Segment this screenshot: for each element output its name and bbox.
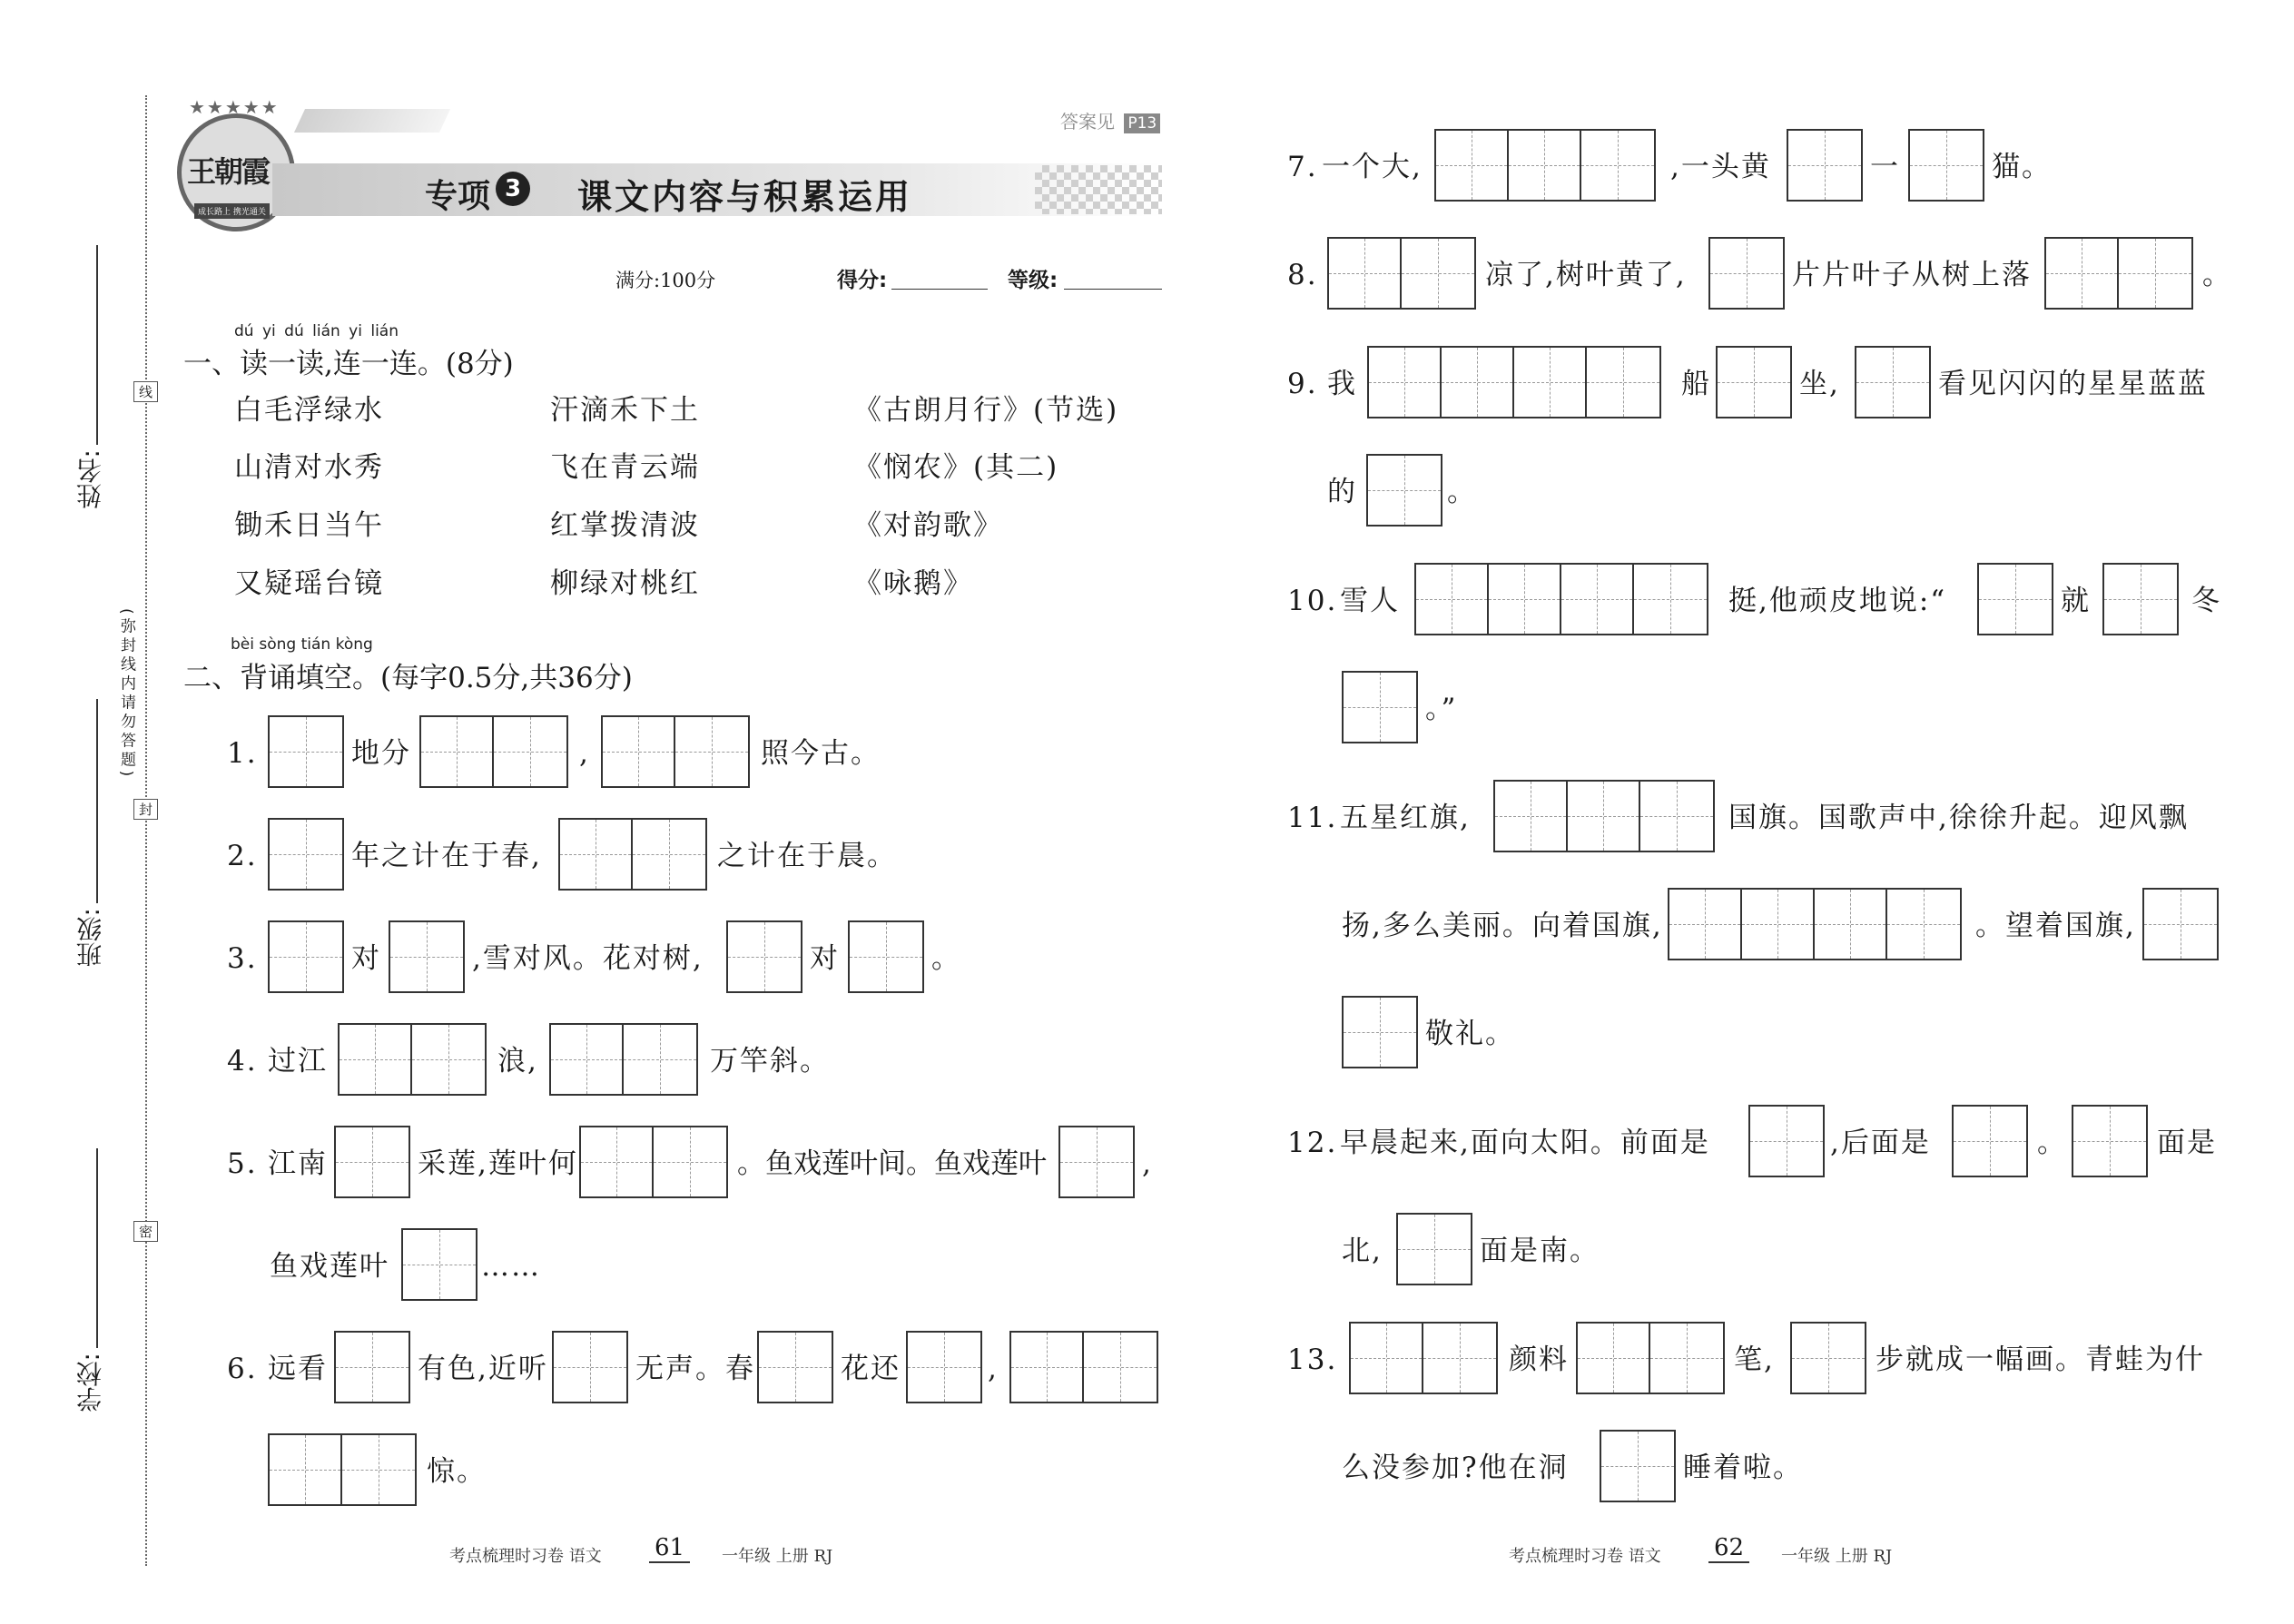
- margin-mark-line: 线: [133, 381, 158, 402]
- q1-text-b: ,: [579, 737, 590, 770]
- q3-box-2[interactable]: [389, 920, 465, 993]
- section2-pinyin: bèi sòng tián kòng: [231, 635, 373, 654]
- q12-text-c: 。: [2037, 1127, 2067, 1159]
- q5-text-f: ……: [481, 1250, 541, 1283]
- answer-ref: [1060, 107, 1160, 133]
- q7-text-b: ,一头黄: [1670, 151, 1771, 183]
- section1-pinyin: dú yi dú lián yi lián: [234, 322, 399, 340]
- q8-box-2[interactable]: [1708, 237, 1785, 310]
- match-mid-2[interactable]: 飞在青云端: [550, 451, 700, 484]
- q7-box-1[interactable]: [1434, 129, 1656, 202]
- section2-heading: 二、背诵填空。(每字0.5分,共36分): [183, 662, 633, 694]
- name-label: 姓名:: [75, 449, 105, 509]
- section1-heading: 一、读一读,连一连。(8分): [183, 348, 514, 380]
- q10-box-4[interactable]: [1342, 671, 1418, 743]
- match-mid-3[interactable]: 红掌拨清波: [550, 509, 700, 542]
- match-right-1[interactable]: 《古朗月行》(节选): [853, 394, 1119, 427]
- q3-box-1[interactable]: [268, 920, 344, 993]
- q7-text-a: 一个大,: [1322, 151, 1423, 183]
- match-left-1[interactable]: 白毛浮绿水: [234, 394, 384, 427]
- q12-box-1[interactable]: [1748, 1105, 1825, 1177]
- q4-text-b: 浪,: [497, 1045, 538, 1078]
- logo-text: 王朝霞: [187, 154, 270, 189]
- q11-box-1[interactable]: [1493, 780, 1715, 852]
- q10-box-3[interactable]: [2102, 563, 2179, 635]
- q11-text-c: 扬,多么美丽。向着国旗,: [1342, 910, 1663, 942]
- grade-line: [1064, 289, 1162, 290]
- q2-text-b: 之计在于晨。: [717, 840, 897, 872]
- q13-box-3[interactable]: [1790, 1322, 1866, 1394]
- q7-box-3[interactable]: [1908, 129, 1984, 202]
- q9-number: 9.: [1287, 368, 1318, 400]
- q12-box-4[interactable]: [1396, 1213, 1472, 1285]
- q13-text-d: 么没参加?他在洞: [1342, 1452, 1569, 1484]
- name-line: [96, 245, 98, 445]
- q9-box-2[interactable]: [1716, 346, 1792, 418]
- q6-text-c: 无声。春: [635, 1353, 755, 1385]
- logo-stars: ★★★★★: [189, 96, 280, 118]
- q8-number: 8.: [1287, 259, 1318, 291]
- q5-number: 5.: [227, 1147, 258, 1180]
- q9-text-e: 的: [1327, 476, 1357, 508]
- q5-box-3[interactable]: [1058, 1126, 1135, 1198]
- binding-dotted-line: [145, 95, 147, 1566]
- q6-box-2[interactable]: [552, 1331, 628, 1403]
- q6-box-3[interactable]: [757, 1331, 833, 1403]
- q10-text-b: 挺,他顽皮地说:“: [1728, 585, 1947, 617]
- title-checker: [1035, 165, 1162, 214]
- q1-box-3[interactable]: [601, 715, 750, 788]
- margin-mark-secret: 密: [133, 1221, 158, 1242]
- q9-text-c: 坐,: [1799, 368, 1840, 400]
- school-label: 学校:: [75, 1353, 105, 1412]
- q10-box-1[interactable]: [1414, 563, 1708, 635]
- q8-text-c: 。: [2202, 259, 2232, 291]
- q5-text-c: 。鱼戏莲叶间。鱼戏莲叶: [737, 1147, 1047, 1180]
- footer-right-grade: 一年级 上册 RJ: [1781, 1547, 1893, 1566]
- q7-text-c: 一: [1870, 151, 1900, 183]
- q3-text-c: 对: [810, 942, 840, 975]
- q1-text-a: 地分: [351, 737, 411, 770]
- q5-box-2[interactable]: [579, 1126, 728, 1198]
- q4-text-a: 过江: [268, 1045, 328, 1078]
- q4-number: 4.: [227, 1045, 258, 1078]
- match-mid-1[interactable]: 汗滴禾下土: [550, 394, 700, 427]
- q11-text-e: 敬礼。: [1425, 1018, 1515, 1050]
- q1-box-1[interactable]: [268, 715, 344, 788]
- q7-number: 7.: [1287, 151, 1318, 183]
- q9-text-b: 船: [1681, 368, 1711, 400]
- score-label: 得分:: [837, 269, 888, 292]
- match-left-2[interactable]: 山清对水秀: [234, 451, 384, 484]
- q3-text-d: 。: [931, 942, 961, 975]
- q13-text-e: 睡着啦。: [1683, 1452, 1803, 1484]
- match-mid-4[interactable]: 柳绿对桃红: [550, 567, 700, 600]
- grade-label: 等级:: [1008, 269, 1058, 292]
- q1-box-2[interactable]: [419, 715, 568, 788]
- q5-text-a: 江南: [268, 1147, 328, 1180]
- q8-text-a: 凉了,树叶黄了,: [1485, 259, 1687, 291]
- q9-box-1[interactable]: [1367, 346, 1661, 418]
- q1-text-c: 照今古。: [761, 737, 881, 770]
- q9-text-f: 。: [1447, 476, 1477, 508]
- q13-text-c: 步就成一幅画。青蛙为什: [1876, 1343, 2205, 1376]
- q5-text-d: ,: [1142, 1147, 1153, 1180]
- q9-text-a: 我: [1327, 368, 1357, 400]
- match-right-3[interactable]: 《对韵歌》: [853, 509, 1003, 542]
- school-line: [96, 1148, 98, 1348]
- q7-text-d: 猫。: [1992, 151, 2052, 183]
- class-label: 班级:: [75, 908, 105, 968]
- q6-text-d: 花还: [841, 1353, 901, 1385]
- special-label: 专项: [425, 178, 491, 215]
- q6-text-f: 惊。: [427, 1455, 487, 1488]
- q12-box-2[interactable]: [1952, 1105, 2028, 1177]
- q1-number: 1.: [227, 737, 258, 770]
- q12-text-d: 面是: [2157, 1127, 2217, 1159]
- logo-subtext: 成长路上 携光通关: [194, 203, 270, 219]
- q10-text-e: 。”: [1425, 693, 1458, 725]
- q6-box-6[interactable]: [268, 1433, 417, 1506]
- q4-box-1[interactable]: [338, 1023, 487, 1096]
- q13-number: 13.: [1287, 1343, 1338, 1376]
- q5-box-1[interactable]: [334, 1126, 410, 1198]
- class-line: [96, 699, 98, 903]
- q11-box-4[interactable]: [1342, 996, 1418, 1068]
- q6-text-e: ,: [988, 1353, 999, 1385]
- match-left-3[interactable]: 锄禾日当午: [234, 509, 384, 542]
- q2-box-1[interactable]: [268, 818, 344, 891]
- q10-text-c: 就: [2061, 585, 2091, 617]
- q2-number: 2.: [227, 840, 258, 872]
- q2-text-a: 年之计在于春,: [351, 840, 542, 872]
- q10-number: 10.: [1287, 585, 1338, 617]
- q13-text-a: 颜料: [1509, 1343, 1569, 1376]
- q11-box-2[interactable]: [1668, 888, 1962, 960]
- q7-box-2[interactable]: [1787, 129, 1863, 202]
- score-line: [891, 289, 988, 290]
- footer-right-page-number: 62: [1708, 1534, 1749, 1563]
- q3-box-4[interactable]: [848, 920, 924, 993]
- answer-ref-text: 答案见: [1060, 111, 1115, 133]
- answer-page-badge: P13: [1124, 113, 1160, 133]
- q12-text-a: 早晨起来,面向太阳。前面是: [1340, 1127, 1710, 1159]
- logo-ribbon: [294, 109, 450, 133]
- q3-text-b: ,雪对风。花对树,: [472, 942, 704, 975]
- q12-text-b: ,后面是: [1830, 1127, 1931, 1159]
- q4-box-2[interactable]: [549, 1023, 698, 1096]
- q3-text-a: 对: [351, 942, 381, 975]
- q6-box-5[interactable]: [1009, 1331, 1158, 1403]
- q12-text-f: 面是南。: [1480, 1235, 1600, 1267]
- margin-mark-seal: 封: [133, 799, 158, 820]
- q8-box-1[interactable]: [1327, 237, 1476, 310]
- footer-left-book: 考点梳理时习卷 语文: [449, 1547, 602, 1566]
- match-right-2[interactable]: 《悯农》(其二): [853, 451, 1059, 484]
- match-right-4[interactable]: 《咏鹅》: [853, 567, 973, 600]
- footer-right-book: 考点梳理时习卷 语文: [1509, 1547, 1661, 1566]
- q6-text-a: 远看: [268, 1353, 328, 1385]
- q8-text-b: 片片叶子从树上落: [1792, 259, 2032, 291]
- q10-text-d: 冬: [2191, 585, 2221, 617]
- q6-text-b: 有色,近听: [418, 1353, 548, 1385]
- special-number-badge: 3: [496, 172, 530, 206]
- q11-box-3[interactable]: [2142, 888, 2219, 960]
- q8-box-3[interactable]: [2044, 237, 2193, 310]
- page-title: 课文内容与积累运用: [577, 177, 913, 217]
- full-score: 满分:100分: [615, 270, 716, 291]
- q5-text-b: 采莲,莲叶何: [418, 1147, 578, 1180]
- q9-box-3[interactable]: [1855, 346, 1931, 418]
- q5-box-4[interactable]: [401, 1228, 478, 1301]
- q11-text-a: 五星红旗,: [1340, 802, 1471, 834]
- q9-text-d: 看见闪闪的星星蓝蓝: [1938, 368, 2208, 400]
- q13-box-2[interactable]: [1576, 1322, 1725, 1394]
- q13-box-1[interactable]: [1349, 1322, 1498, 1394]
- q11-text-d: 。望着国旗,: [1975, 910, 2136, 942]
- match-left-4[interactable]: 又疑瑶台镜: [234, 567, 384, 600]
- q12-text-e: 北,: [1342, 1235, 1383, 1267]
- q6-box-1[interactable]: [334, 1331, 410, 1403]
- q11-number: 11.: [1287, 802, 1338, 834]
- q13-box-4[interactable]: [1600, 1430, 1676, 1502]
- q12-box-3[interactable]: [2072, 1105, 2148, 1177]
- footer-left-page-number: 61: [649, 1534, 690, 1563]
- q10-text-a: 雪人: [1340, 585, 1400, 617]
- q12-number: 12.: [1287, 1127, 1338, 1159]
- q13-text-b: 笔,: [1734, 1343, 1775, 1376]
- q2-box-2[interactable]: [558, 818, 707, 891]
- q9-box-4[interactable]: [1366, 454, 1442, 527]
- q6-box-4[interactable]: [906, 1331, 982, 1403]
- q10-box-2[interactable]: [1977, 563, 2053, 635]
- footer-left-grade: 一年级 上册 RJ: [722, 1547, 833, 1566]
- margin-notice: (弥封线内请勿答题): [117, 608, 135, 781]
- q3-number: 3.: [227, 942, 258, 975]
- q11-text-b: 国旗。国歌声中,徐徐升起。迎风飘: [1728, 802, 2189, 834]
- q5-text-e: 鱼戏莲叶: [270, 1250, 389, 1283]
- q4-text-c: 万竿斜。: [710, 1045, 830, 1078]
- q6-number: 6.: [227, 1353, 258, 1385]
- q3-box-3[interactable]: [726, 920, 802, 993]
